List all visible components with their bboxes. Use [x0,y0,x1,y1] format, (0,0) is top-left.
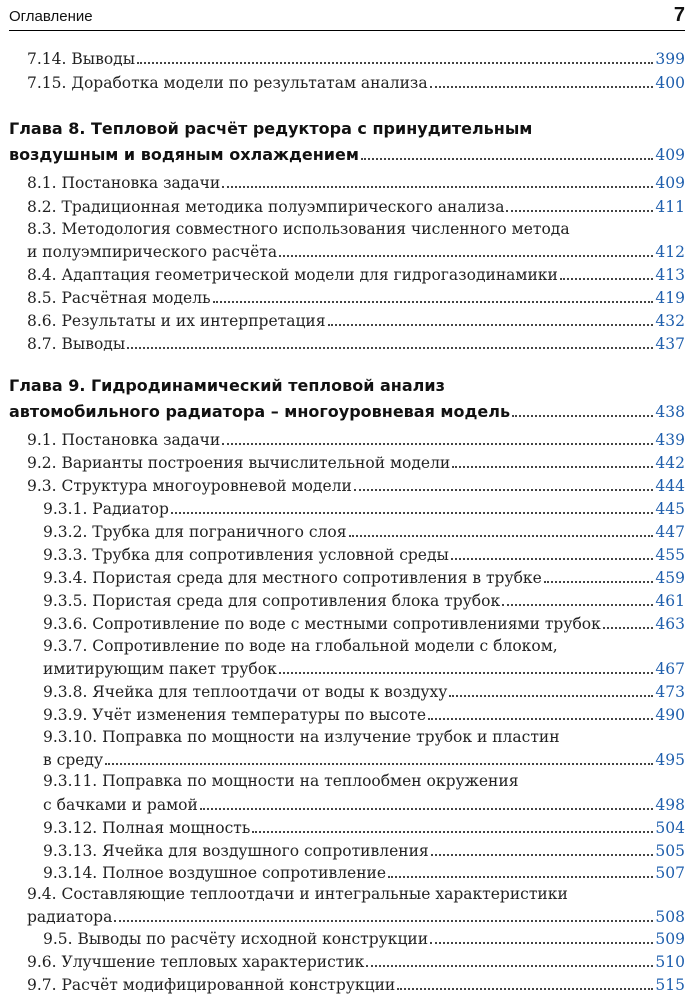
chapter-heading[interactable] [9,144,685,166]
toc-entry[interactable] [27,287,685,309]
chapter-title-line1: Глава 9. Гидродинамический тепловой анализ [9,376,445,395]
dot-leader [366,965,653,967]
entry-title: 9.3.11. Поправка по мощности на теплообмен окружения [43,772,519,790]
toc-entry[interactable] [27,196,685,218]
toc-entry[interactable] [43,840,685,862]
toc-entry[interactable] [43,521,685,543]
entry-title: 9.3.4. Пористая среда для местного сопротивления в трубке [43,569,542,587]
entry-title: 9.3.9. Учёт изменения температуры по высоте [43,706,427,724]
entry-title: 8.7. Выводы [27,335,126,353]
entry-title: 8.4. Адаптация геометрической модели для гидрогазодинамики [27,266,558,284]
dot-leader [222,443,653,445]
chapter-title-line2: автомобильного радиатора – многоуровневая модель [9,402,511,421]
entry-page[interactable]: 504 [655,819,685,837]
toc-entry[interactable] [43,613,685,635]
entry-title: 7.15. Доработка модели по результатам анализа [27,74,428,92]
entry-title: 9.3.1. Радиатор [43,500,169,518]
dot-leader [544,581,654,583]
entry-page[interactable]: 515 [655,976,685,994]
entry-title: 8.2. Традиционная методика полуэмпирического анализа [27,198,505,216]
entry-page[interactable]: 419 [655,289,685,307]
entry-page[interactable]: 447 [655,523,685,541]
toc-entry[interactable] [27,241,685,263]
chapter-heading[interactable] [9,401,685,423]
dot-leader [252,831,653,833]
dot-leader [137,62,653,64]
toc-entry[interactable] [43,544,685,566]
dot-leader [431,854,654,856]
dot-leader [328,324,654,326]
dot-leader [603,627,654,629]
entry-title-cont: с бачками и рамой [43,796,198,814]
toc-entry[interactable] [27,452,685,474]
entry-title: 8.1. Постановка задачи [27,174,221,192]
dot-leader [560,278,654,280]
dot-leader [428,718,653,720]
entry-title: 9.3.8. Ячейка для теплоотдачи от воды к воздуху [43,683,448,701]
running-header [9,4,685,31]
dot-leader [361,158,653,160]
toc-entry[interactable] [43,817,685,839]
toc-entry[interactable] [27,48,685,70]
entry-page[interactable]: 439 [655,431,685,449]
entry-title: 8.6. Результаты и их интерпретация [27,312,326,330]
toc-entry[interactable] [43,658,685,680]
chapter-title-line2: воздушным и водяным охлаждением [9,145,359,164]
entry-page[interactable]: 437 [655,335,685,353]
dot-leader [506,210,653,212]
entry-page[interactable]: 444 [655,477,685,495]
toc-entry[interactable] [43,749,685,771]
dot-leader [114,920,653,922]
entry-page[interactable]: 442 [655,454,685,472]
dot-leader [512,415,653,417]
toc-entry[interactable] [27,951,685,973]
dot-leader [213,301,654,303]
chapter-title-line1: Глава 8. Тепловой расчёт редуктора с принудительным [9,119,533,138]
entry-title: 9.3.5. Пористая среда для сопротивления блока трубок [43,592,501,610]
entry-page[interactable]: 498 [655,796,685,814]
entry-title-cont: имитирующим пакет трубок [43,660,277,678]
entry-title: 9.3.14. Полное воздушное сопротивление [43,864,387,882]
entry-page[interactable]: 400 [655,74,685,92]
entry-title: 7.14. Выводы [27,50,136,68]
dot-leader [397,988,653,990]
entry-page[interactable]: 409 [655,174,685,192]
entry-page[interactable]: 432 [655,312,685,330]
entry-title: 9.6. Улучшение тепловых характеристик [27,953,365,971]
dot-leader [449,695,653,697]
entry-title: 9.4. Составляющие теплоотдачи и интегральные характеристики [27,885,568,903]
dot-leader [452,466,653,468]
entry-page[interactable]: 445 [655,500,685,518]
entry-page[interactable]: 490 [655,706,685,724]
entry-title: 9.3.2. Трубка для пограничного слоя [43,523,347,541]
chapter-page[interactable]: 409 [655,146,685,164]
page-number: 7 [673,4,685,26]
chapter-page[interactable]: 438 [655,403,685,421]
toc-entry[interactable] [27,906,685,928]
entry-page[interactable]: 495 [655,751,685,769]
toc-entry[interactable] [27,310,685,332]
dot-leader [200,808,654,810]
dot-leader [127,347,653,349]
entry-title-cont: радиатора [27,908,113,926]
section-title: Оглавление [9,8,93,25]
entry-page[interactable]: 463 [655,615,685,633]
entry-title: 9.3.3. Трубка для сопротивления условной среды [43,546,449,564]
entry-title: 9.3. Структура многоуровневой модели [27,477,352,495]
toc-entry[interactable] [43,704,685,726]
entry-page[interactable]: 510 [655,953,685,971]
entry-page[interactable]: 467 [655,660,685,678]
entry-page[interactable]: 509 [655,930,685,948]
entry-title: 8.5. Расчётная модель [27,289,211,307]
entry-page[interactable]: 473 [655,683,685,701]
entry-title: 9.2. Варианты построения вычислительной модели [27,454,451,472]
dot-leader [451,558,654,560]
entry-page[interactable]: 399 [655,50,685,68]
toc-entry[interactable] [27,333,685,355]
toc-entry[interactable] [43,567,685,589]
entry-page[interactable]: 505 [655,842,685,860]
dot-leader [430,86,654,88]
dot-leader [354,489,654,491]
dot-leader [171,512,653,514]
entry-title: 9.3.13. Ячейка для воздушного сопротивления [43,842,429,860]
entry-page[interactable]: 461 [655,592,685,610]
entry-title: 8.3. Методология совместного использования численного метода [27,220,570,238]
dot-leader [388,876,653,878]
entry-page[interactable]: 507 [655,864,685,882]
dot-leader [502,604,653,606]
entry-page[interactable]: 508 [655,908,685,926]
entry-page[interactable]: 455 [655,546,685,564]
toc-entry[interactable] [27,475,685,497]
toc-entry[interactable] [43,498,685,520]
dot-leader [279,672,654,674]
toc-entry[interactable] [27,974,685,996]
entry-page[interactable]: 459 [655,569,685,587]
entry-title: 9.3.6. Сопротивление по воде с местными сопротивлениями трубок [43,615,601,633]
toc-entry[interactable] [27,172,685,194]
entry-title: 9.3.7. Сопротивление по воде на глобальной модели с блоком, [43,637,558,655]
entry-title-cont: в среду [43,751,104,769]
toc-entry[interactable] [43,590,685,612]
toc-entry[interactable] [43,681,685,703]
toc-entry[interactable] [27,264,685,286]
entry-title: 9.5. Выводы по расчёту исходной конструкции [43,930,429,948]
entry-title: 9.3.12. Полная мощность [43,819,251,837]
toc-entry[interactable] [43,928,685,950]
toc-entry[interactable] [27,72,685,94]
toc-entry[interactable] [43,862,685,884]
entry-title: 9.7. Расчёт модифицированной конструкции [27,976,396,994]
entry-title: 9.3.10. Поправка по мощности на излучение трубок и пластин [43,728,560,746]
dot-leader [105,763,653,765]
dot-leader [349,535,654,537]
entry-title: 9.1. Постановка задачи [27,431,221,449]
dot-leader [430,942,653,944]
dot-leader [279,255,653,257]
entry-page[interactable]: 412 [655,243,685,261]
entry-title-cont: и полуэмпирического расчёта [27,243,278,261]
toc-entry[interactable] [27,429,685,451]
toc-entry[interactable] [43,794,685,816]
entry-page[interactable]: 413 [655,266,685,284]
dot-leader [222,186,653,188]
entry-page[interactable]: 411 [655,198,685,216]
